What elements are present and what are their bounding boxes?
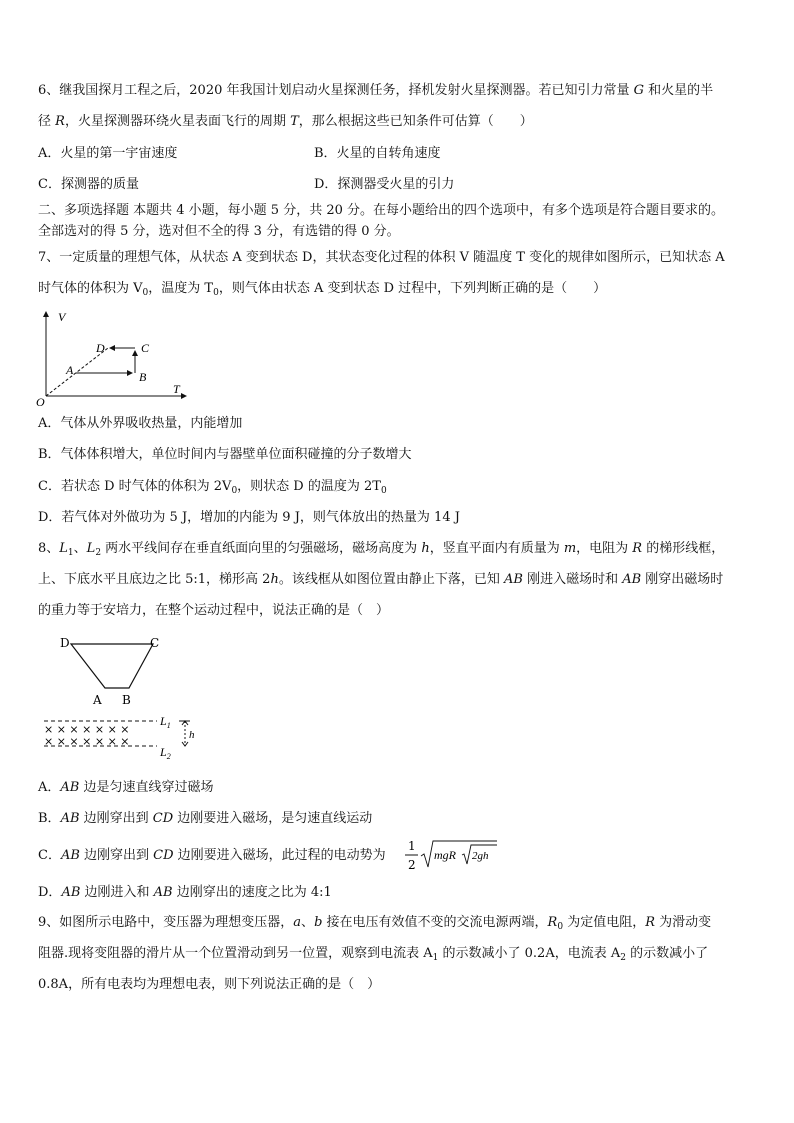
label-d: D [96, 341, 105, 355]
q8-option-a: A．AB 边是匀速直线穿过磁场 [38, 780, 214, 795]
label-h: h [189, 729, 195, 741]
q6-option-d: D．探测器受火星的引力 [314, 177, 455, 192]
label-b: B [122, 693, 131, 707]
q9-stem-line1: 9、如图所示电路中，变压器为理想变压器，a、b 接在电压有效值不变的交流电源两端，$R_0$ 为定值电阻，R 为滑动变 [38, 915, 712, 932]
q7-option-d: D．若气体对外做功为 5 J，增加的内能为 9 J，则气体放出的热量为 14 J [38, 510, 460, 525]
field-row-1: × × × × × × × [44, 723, 130, 736]
q9-stem-line3: 0.8A，所有电表均为理想电表，则下列说法正确的是（ ） [38, 977, 381, 992]
label-b: B [139, 370, 147, 384]
q8-option-b: B．AB 边刚穿出到 CD 边刚要进入磁场，是匀速直线运动 [38, 811, 373, 826]
fraction-denominator: 2 [408, 858, 416, 872]
q6-option-b: B．火星的自转角速度 [314, 146, 441, 161]
section2-heading-line1: 二、多项选择题 本题共 4 小题，每小题 5 分，共 20 分。在每小题给出的四个选项中，有多个选项是符合题目要求的。 [38, 203, 725, 218]
q8-option-d: D．AB 边刚进入和 AB 边刚穿出的速度之比为 4:1 [38, 885, 332, 900]
label-l1: $L_1$ [160, 714, 171, 730]
q6-stem-line2: 径 R，火星探测器环绕火星表面飞行的周期 T，那么根据这些已知条件可估算（ ） [38, 114, 533, 129]
label-o: O [36, 395, 45, 409]
q9-stem-line2: 阻器.现将变阻器的滑片从一个位置滑动到另一位置，观察到电流表 $A_1$ 的示数减小了 0.2A，电流表 $A_2$ 的示数减小了 [38, 946, 709, 963]
q7-option-c: C．若状态 D 时气体的体积为 $2V_0$，则状态 D 的温度为 $2T_0$ [38, 479, 387, 496]
trapezoid-frame [71, 644, 153, 688]
q8-stem-line1: 8、$L_1$、$L_2$ 两水平线间存在垂直纸面向里的匀强磁场，磁场高度为 h，竖直平面内有质量为 m，电阻为 R 的梯形线框， [38, 541, 725, 558]
q7-stem-line2: 时气体的体积为 $V_0$，温度为 $T_0$，则气体由状态 A 变到状态 D 过程中，下列判断正确的是（ ） [38, 281, 607, 298]
q6-option-c: C．探测器的质量 [38, 177, 139, 192]
label-t: T [173, 382, 180, 396]
q7-stem-line1: 7、一定质量的理想气体，从状态 A 变到状态 D，其状态变化过程的体积 V 随温度 T 变化的规律如图所示，已知状态 A [38, 250, 725, 265]
dashed-line-through-origin [46, 348, 108, 396]
q7-option-a: A．气体从外界吸收热量，内能增加 [38, 416, 243, 431]
label-l2: $L_2$ [160, 745, 171, 761]
section2-heading-line2: 全部选对的得 5 分，选对但不全的得 3 分，有选错的得 0 分。 [38, 224, 400, 239]
field-row-2: × × × × × × × [44, 735, 130, 748]
fraction-numerator: 1 [408, 839, 416, 853]
q6-stem-line1: 6、继我国探月工程之后，2020 年我国计划启动火星探测任务，择机发射火星探测器。若已知引力常量 G 和火星的半 [38, 83, 714, 98]
label-c: C [150, 636, 160, 650]
q8-trapezoid-figure [40, 632, 210, 762]
q8-stem-line3: 的重力等于安培力，在整个运动过程中，说法正确的是（ ） [38, 603, 390, 618]
label-a: A [66, 363, 74, 377]
label-a: A [93, 693, 102, 707]
emf-formula [404, 836, 499, 876]
label-v: V [58, 310, 66, 324]
label-d: D [60, 636, 70, 650]
q6-option-a: A．火星的第一宇宙速度 [38, 146, 178, 161]
q8-option-c: C．AB 边刚穿出到 CD 边刚要进入磁场，此过程的电动势为 [38, 848, 386, 863]
q8-stem-line2: 上、下底水平且底边之比 5:1，梯形高 2h。该线框从如图位置由静止下落，已知 AB 刚进入磁场时和 AB 刚穿出磁场时 [38, 572, 724, 587]
radicand-mgr: mgR [434, 848, 456, 862]
q7-vt-graph [36, 308, 196, 408]
label-c: C [141, 341, 150, 355]
q7-option-b: B．气体体积增大，单位时间内与器壁单位面积碰撞的分子数增大 [38, 447, 412, 462]
radicand-2gh: 2gh [472, 850, 489, 862]
